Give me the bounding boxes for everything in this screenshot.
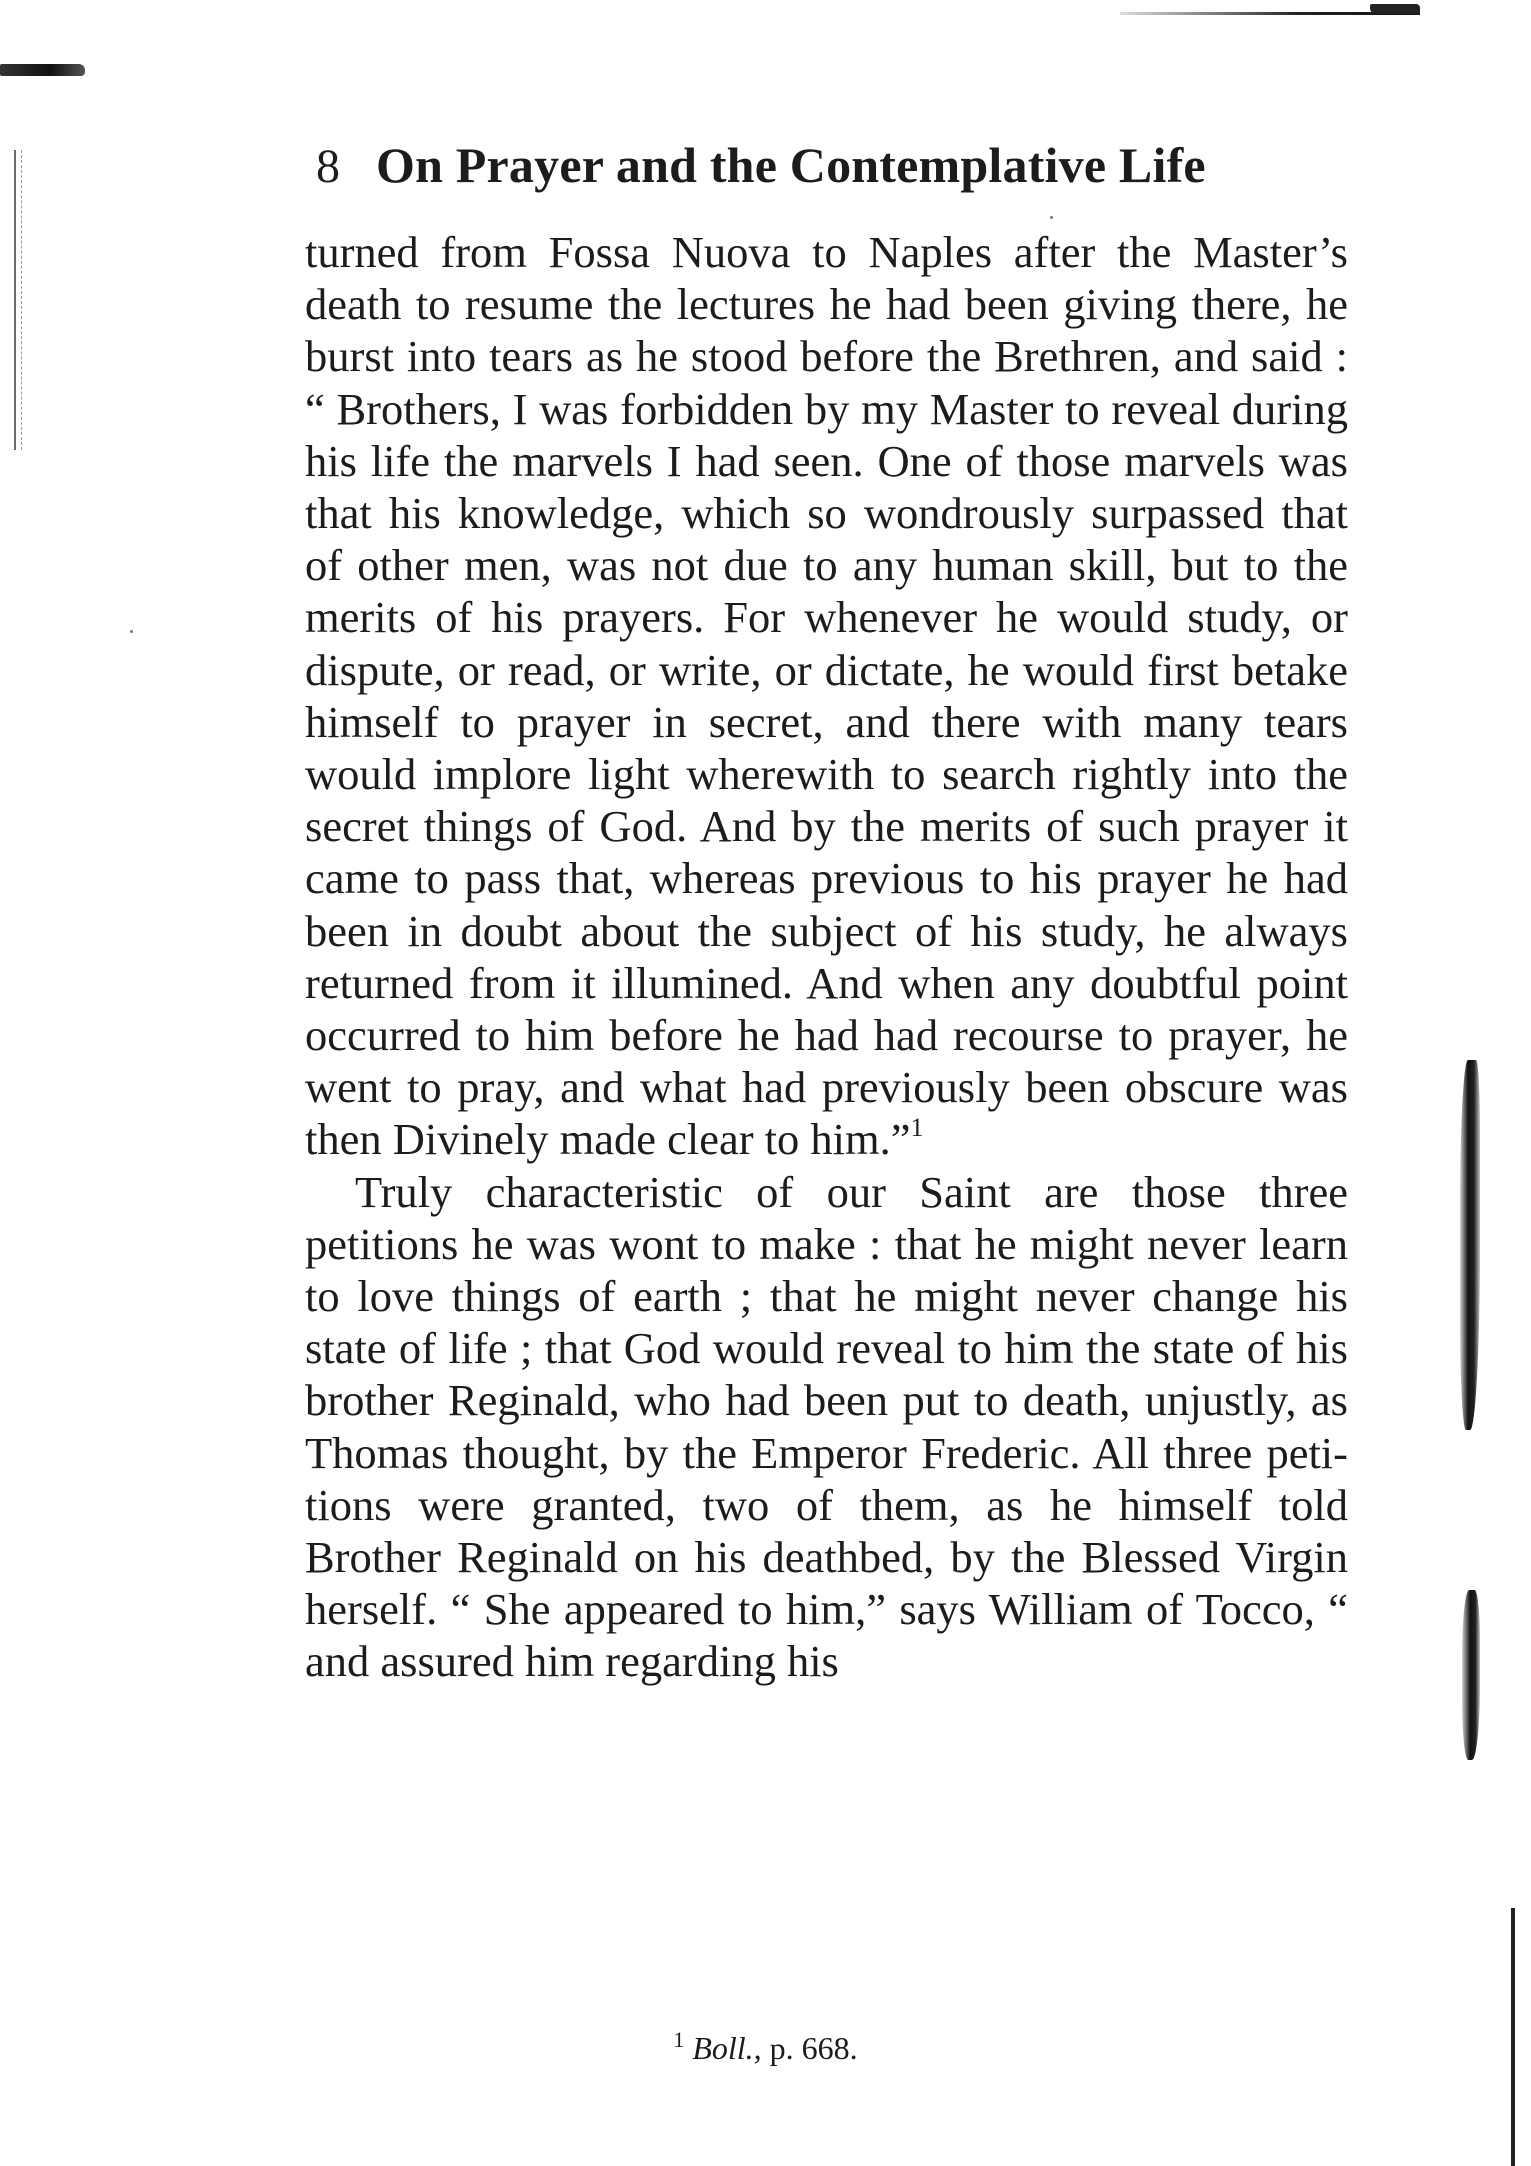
- scan-artifact-left-blot: [0, 64, 85, 76]
- footnote: [0, 2020, 1531, 2068]
- scan-artifact-top-blot: [1370, 4, 1420, 14]
- scan-speck: [130, 630, 133, 633]
- paragraph-text: turned from Fossa Nuova to Naples after the Master’s death to resume the lectures he had been giving there, he burst into tears as he stood before the Brethren, and said : “ Brothers, I was forbidden by my Master to reveal during his life the marvels I had seen. One of those marvels was that his knowledge, which so wondrously surpassed that of other men, was not due to any human skill, but to the merits of his prayers. For whenever he would study, or dispute, or read, or write, or dictate, he would first betake himself to prayer in secret, and there with many tears would implore light wherewith to search rightly into the secret things of God. And by the merits of such prayer it came to pass that, whereas previous to his prayer he had been in doubt about the subject of his study, he always returned from it illumined. And when any doubtful point occurred to him before he had had recourse to prayer, he went to pray, and what had previously been obscure was then Divinely made clear to him.”: [305, 227, 1348, 1165]
- paragraph: [305, 226, 1348, 1166]
- scan-artifact-right-mark: [1460, 1060, 1480, 1430]
- page-header: [316, 136, 1356, 202]
- paragraph-text: Truly characteristic of our Saint are those three petitions he was wont to make : that he might never learn to love things of earth ; that he might never change his state of life ; that God would reveal to him the state of his brother Reginald, who had been put to death, unjustly, as Thomas thought, by the Emperor Frederic. All three petitions were granted, two of them, as he himself told Brother Reginald on his deathbed, by the Blessed Virgin herself. “ She appeared to him,” says William of Tocco, “ and assured him regarding his: [305, 1166, 1348, 1687]
- footnote-source: Boll.,: [692, 2030, 762, 2066]
- running-title: On Prayer and the Contemplative Life: [376, 137, 1206, 193]
- scan-artifact-right-mark: [1462, 1590, 1480, 1760]
- footnote-mark: 1: [673, 2027, 685, 2052]
- footnote-reference: 1: [910, 1113, 924, 1143]
- footnote-page: p. 668.: [769, 2030, 858, 2066]
- body-text: [305, 226, 1348, 1688]
- scan-speck: [1050, 216, 1053, 219]
- scan-artifact-left-edge: [14, 150, 22, 450]
- paragraph: [305, 1166, 1348, 1688]
- page-number: 8: [316, 140, 340, 193]
